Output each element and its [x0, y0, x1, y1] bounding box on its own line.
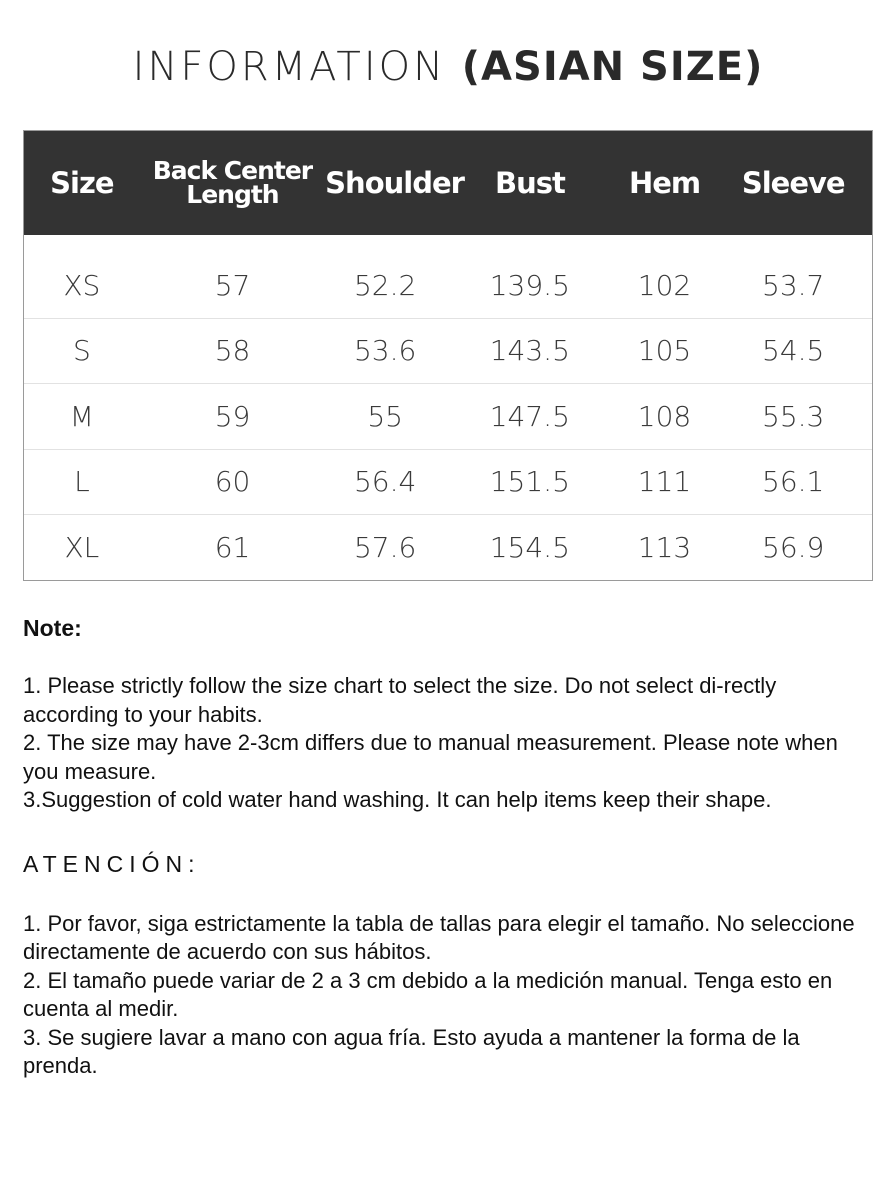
notes-section — [23, 615, 863, 1081]
table-row — [24, 253, 872, 319]
note-heading: Note: — [23, 615, 82, 641]
cell-size: XL — [64, 530, 100, 564]
header-size: Size — [50, 166, 114, 200]
header-hem: Hem — [628, 166, 701, 200]
cell-size: S — [72, 334, 91, 368]
table-row — [24, 384, 872, 450]
title-main: INFORMATION — [132, 44, 462, 90]
atencion-item-3: 3. Se sugiere lavar a mano con agua fría. Esto ayuda a mantener la forma de la prenda. — [23, 1024, 800, 1078]
cell-shoulder: 57.6 — [353, 530, 417, 564]
cell-shoulder: 55 — [367, 399, 403, 433]
cell-size: XS — [63, 268, 101, 302]
cell-sleeve: 54.5 — [762, 334, 825, 368]
cell-sleeve: 53.7 — [762, 268, 825, 302]
header-bust: Bust — [495, 166, 565, 200]
cell-bust: 151.5 — [489, 465, 570, 499]
size-chart-table — [23, 130, 873, 581]
atencion-item-2: 2. El tamaño puede variar de 2 a 3 cm debido a la medición manual. Tenga esto en cuenta al medir. — [23, 967, 833, 1021]
table-row — [24, 515, 872, 580]
cell-bust: 147.5 — [489, 399, 570, 433]
cell-hem: 102 — [637, 268, 692, 302]
note-item-1: 1. Please strictly follow the size chart to select the size. Do not select di-rectly according to your habits. — [23, 673, 777, 727]
cell-back-center-length: 61 — [214, 530, 251, 564]
cell-sleeve: 56.9 — [762, 530, 825, 564]
cell-hem: 113 — [637, 530, 692, 564]
atencion-item-1: 1. Por favor, siga estrictamente la tabla de tallas para elegir el tamaño. No seleccione directamente de acuerdo con sus hábitos. — [23, 910, 855, 964]
cell-shoulder: 56.4 — [353, 465, 417, 499]
cell-back-center-length: 59 — [214, 399, 251, 433]
cell-back-center-length: 58 — [214, 334, 251, 368]
cell-bust: 139.5 — [489, 268, 570, 302]
page-title — [0, 44, 896, 90]
table-row — [24, 450, 872, 516]
table-header — [24, 131, 872, 235]
cell-sleeve: 56.1 — [762, 465, 825, 499]
cell-sleeve: 55.3 — [762, 399, 825, 433]
cell-shoulder: 52.2 — [353, 268, 417, 302]
cell-bust: 154.5 — [489, 530, 570, 564]
table-row — [24, 319, 872, 385]
cell-bust: 143.5 — [489, 334, 570, 368]
cell-shoulder: 53.6 — [353, 334, 417, 368]
cell-hem: 108 — [637, 399, 692, 433]
note-item-3: 3.Suggestion of cold water hand washing. It can help items keep their shape. — [23, 787, 772, 812]
table-body — [24, 235, 872, 580]
cell-hem: 111 — [637, 465, 692, 499]
note-item-2: 2. The size may have 2-3cm differs due to manual measurement. Please note when you measure. — [23, 730, 838, 784]
cell-size: L — [74, 465, 90, 499]
cell-hem: 105 — [637, 334, 692, 368]
header-back-center-line2: Length — [186, 180, 279, 209]
header-back-center-line1: Back Center — [152, 156, 313, 185]
cell-size: M — [69, 399, 94, 433]
title-size-region: (ASIAN SIZE) — [461, 44, 764, 90]
cell-back-center-length: 60 — [214, 465, 251, 499]
atencion-heading: ATENCIÓN: — [23, 850, 201, 877]
header-shoulder: Shoulder — [325, 166, 464, 200]
header-sleeve: Sleeve — [741, 166, 845, 200]
header-back-center-length — [140, 156, 325, 209]
cell-back-center-length: 57 — [214, 268, 251, 302]
